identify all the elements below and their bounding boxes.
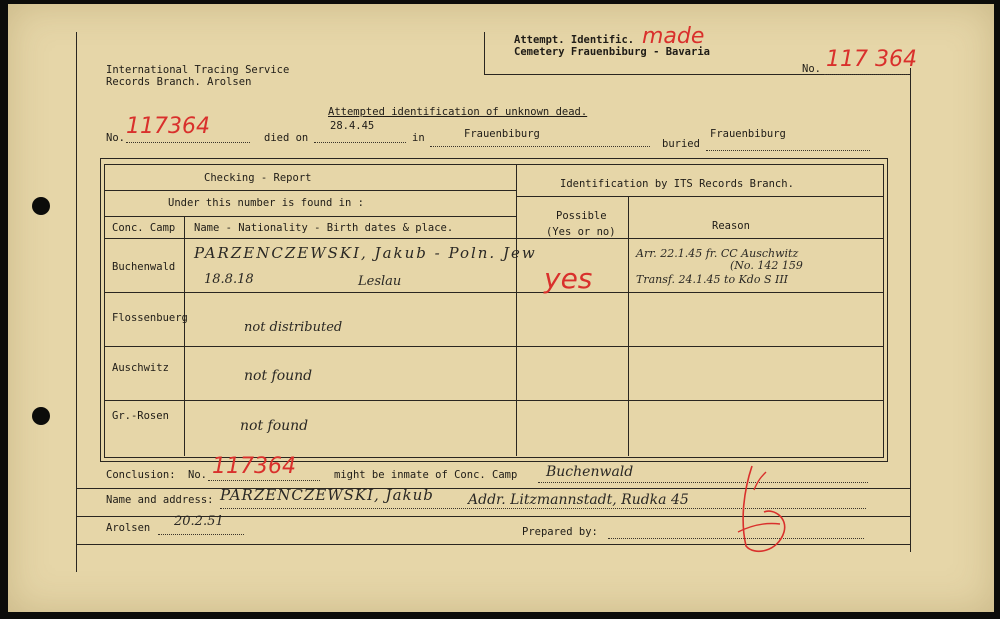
dotted-line (430, 146, 650, 147)
org-line-2: Records Branch. Arolsen (106, 76, 252, 88)
table-row-divider (104, 400, 884, 401)
punch-hole (32, 197, 50, 215)
red-pencil-mark (724, 460, 814, 560)
col-possible-header-1: Possible (556, 210, 607, 222)
attempt-label: Attempt. Identific. (514, 34, 635, 46)
cemetery-line: Cemetery Frauenbiburg - Bavaria (514, 46, 710, 58)
attempt-status: made (642, 24, 705, 49)
conclusion-label: Conclusion: (106, 469, 176, 481)
ident-header: Identification by ITS Records Branch. (560, 178, 794, 190)
dotted-line (538, 482, 868, 483)
col-possible-header-2: (Yes or no) (546, 226, 616, 238)
col-name-header: Name - Nationality - Birth dates & place. (194, 222, 454, 234)
conclusion-text: might be inmate of Conc. Camp (334, 469, 518, 481)
dotted-line (314, 142, 406, 143)
name-address-label: Name and address: (106, 494, 214, 506)
buried-place: Frauenbiburg (710, 128, 786, 140)
row-camp: Auschwitz (112, 362, 169, 374)
table-section-divider (516, 164, 517, 456)
record-no-label: No. (106, 132, 125, 144)
row-name-line-1: not found (240, 418, 309, 434)
header-box-left (484, 32, 485, 74)
conclusion-no-value: 117364 (212, 454, 296, 479)
row-reason-line-2: (No. 142 159 (730, 259, 803, 272)
table-row-divider (104, 346, 884, 347)
table-row-divider (516, 196, 884, 197)
table-row-divider (104, 238, 884, 239)
footer-place: Arolsen (106, 522, 151, 534)
col-reason-header: Reason (712, 220, 750, 232)
header-no-value: 117 364 (826, 47, 917, 72)
died-on-value: 28.4.45 (330, 120, 375, 132)
table-row-divider (104, 190, 516, 191)
row-name-line-3: Leslau (358, 274, 402, 289)
name-address-name: PARZENCZEWSKI, Jakub (220, 486, 434, 504)
form-title: Attempted identification of unknown dead. (328, 106, 588, 118)
row-camp: Buchenwald (112, 261, 176, 273)
conclusion-no-label: No. (188, 469, 207, 481)
dotted-line (824, 74, 908, 75)
under-number-header: Under this number is found in : (168, 197, 364, 209)
table-col-divider (184, 216, 185, 456)
row-name-line-1: not distributed (244, 320, 343, 335)
table-row-divider (104, 292, 884, 293)
col-camp-header: Conc. Camp (112, 222, 176, 234)
dotted-line (158, 534, 244, 535)
in-label: in (412, 132, 425, 144)
footer-date: 20.2.51 (174, 514, 224, 529)
dotted-line (126, 142, 250, 143)
row-name-line-1: not found (244, 368, 313, 384)
right-rule (910, 68, 911, 552)
died-on-label: died on (264, 132, 309, 144)
prepared-by-label: Prepared by: (522, 526, 598, 538)
dotted-line (208, 480, 320, 481)
name-address-address: Addr. Litzmannstadt, Rudka 45 (468, 492, 689, 508)
row-possible: yes (544, 262, 593, 295)
org-line-1: International Tracing Service (106, 64, 290, 76)
row-name-line-1: PARZENCZEWSKI, Jakub - Poln. Jew (194, 244, 537, 262)
header-no-label: No. (802, 63, 821, 75)
row-reason-line-3: Transf. 24.1.45 to Kdo S III (636, 273, 789, 286)
dotted-line (706, 150, 870, 151)
row-reason-line-1: Arr. 22.1.45 fr. CC Auschwitz (636, 247, 799, 260)
checking-header: Checking - Report (204, 172, 312, 184)
index-card (8, 4, 994, 612)
table-col-divider (628, 196, 629, 456)
buried-label: buried (662, 138, 700, 150)
table-row-divider (104, 216, 516, 217)
record-no-value: 117364 (126, 114, 210, 139)
died-place: Frauenbiburg (464, 128, 540, 140)
left-rule (76, 32, 77, 572)
row-camp: Flossenbuerg (112, 312, 188, 324)
conclusion-camp: Buchenwald (546, 464, 634, 480)
row-camp: Gr.-Rosen (112, 410, 169, 422)
row-name-line-2: 18.8.18 (204, 272, 254, 287)
punch-hole (32, 407, 50, 425)
